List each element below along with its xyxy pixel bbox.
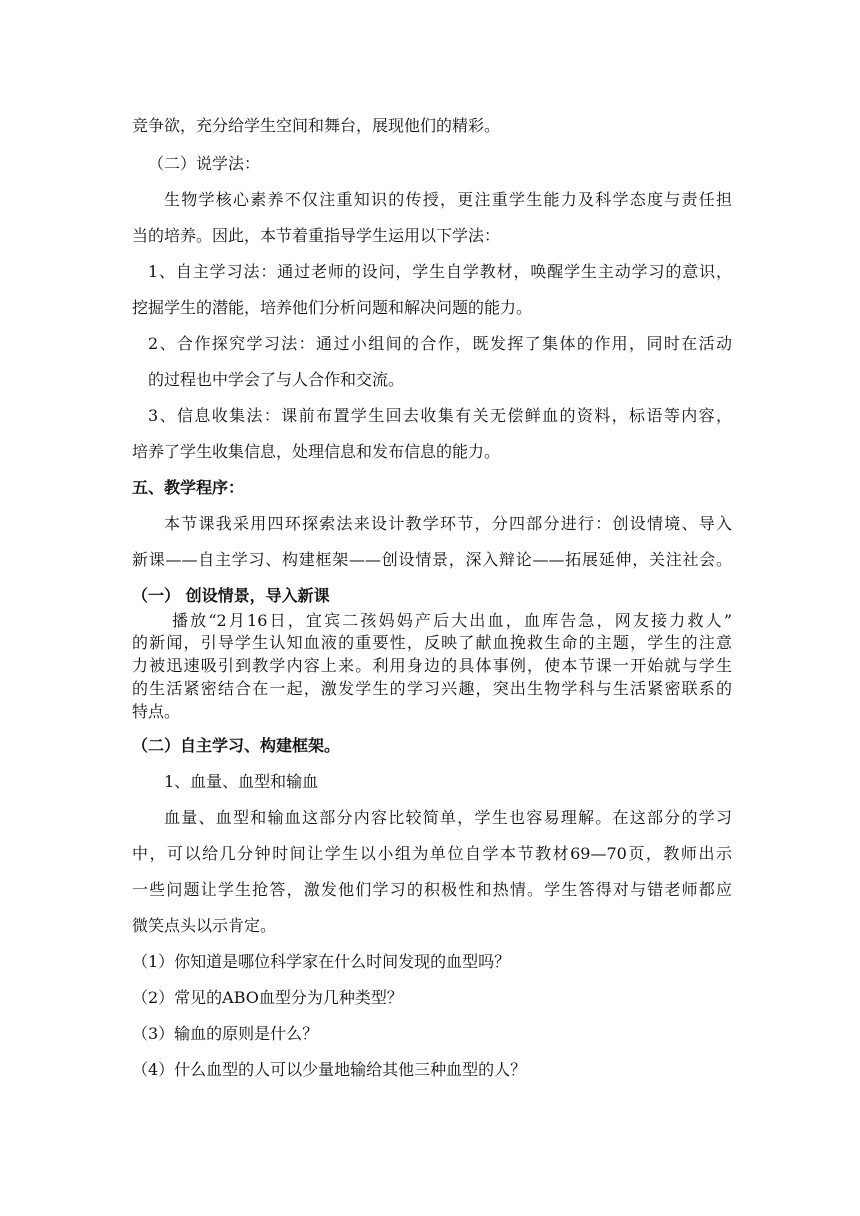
text-line: 微笑点头以示肯定。 [132,916,277,935]
text-line: 的过程也中学会了与人合作和交流。 [148,370,405,389]
section-heading-study-method: （二）说学法： [148,154,261,173]
text-line: 一些问题让学生抢答，激发他们学习的积极性和热情。学生答得对与错老师都应 [132,880,732,899]
text-line: 生物学核心素养不仅注重知识的传授，更注重学生能力及科学态度与责任担 [164,190,732,209]
text-line: 培养了学生收集信息，处理信息和发布信息的能力。 [132,442,501,461]
list-item-cooperative: 2、合作探究学习法：通过小组间的合作，既发挥了集体的作用，同时在活动 [148,334,732,353]
text-line: 特点。 [132,702,181,721]
text-line: 挖掘学生的潜能，培养他们分析问题和解决问题的能力。 [132,298,533,317]
text-line: 中，可以给几分钟时间让学生以小组为单位自学本节教材69—70页，教师出示 [132,844,732,863]
topic-heading-blood: 1、血量、血型和输血 [164,772,319,791]
text-line: 本节课我采用四环探索法来设计教学环节，分四部分进行：创设情境、导入 [164,514,732,533]
list-item-self-study: 1、自主学习法：通过老师的设问，学生自学教材，唤醒学生主动学习的意识， [148,262,732,281]
text-line: 血量、血型和输血这部分内容比较简单，学生也容易理解。在这部分的学习 [164,808,732,827]
text-line: 竞争欲，充分给学生空间和舞台，展现他们的精彩。 [132,116,501,135]
text-line: 的生活紧密结合在一起，激发学生的学习兴趣，突出生物学科与生活紧密联系的 [132,679,732,698]
subsection-heading-self-study: （二）自主学习、构建框架。 [132,736,341,755]
text-line: 力被迅速吸引到教学内容上来。利用身边的具体事例，使本节课一开始就与学生 [132,656,732,675]
section-heading-procedure: 五、教学程序： [132,478,245,497]
list-item-info-collect: 3、信息收集法：课前布置学生回去收集有关无偿鲜血的资料，标语等内容， [148,406,732,425]
subsection-heading-intro: （一） 创设情景，导入新课 [132,586,330,605]
text-line: 当的培养。因此，本节着重指导学生运用以下学法： [132,226,501,245]
text-line: 播放“2月16日，宜宾二孩妈妈产后大出血，血库告急，网友接力救人” [172,611,732,630]
question-item: （1）你知道是哪位科学家在什么时间发现的血型吗？ [132,952,511,971]
question-item: （3）输血的原则是什么？ [132,1024,319,1043]
question-item: （4）什么血型的人可以少量地输给其他三种血型的人？ [132,1060,527,1079]
text-line: 的新闻，引导学生认知血液的重要性，反映了献血挽救生命的主题，学生的注意 [132,633,732,652]
question-item: （2）常见的ABO血型分为几种类型？ [132,988,403,1007]
text-line: 新课——自主学习、构建框架——创设情景，深入辩论——拓展延伸，关注社会。 [132,550,732,569]
